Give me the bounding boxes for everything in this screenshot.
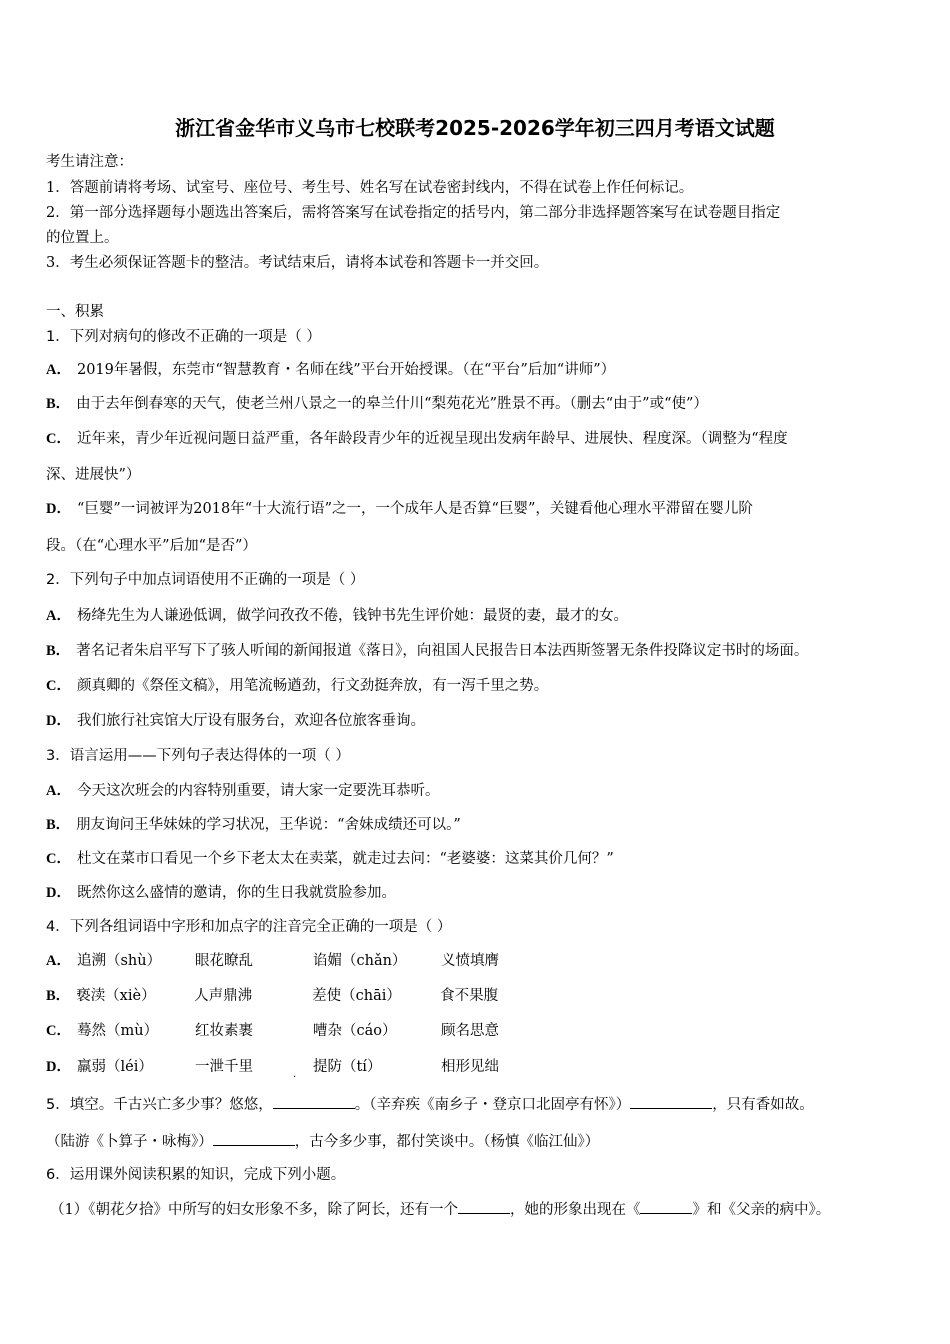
question-3-option-c: C． 杜文在菜市口看见一个乡下老太太在卖菜，就走过去问：“老婆婆：这菜其价几何？” bbox=[46, 851, 614, 867]
fill-blank[interactable] bbox=[273, 1094, 355, 1109]
q6-text: （1）《朝花夕拾》中所写的妇女形象不多，除了阿长，还有一个 bbox=[50, 1202, 458, 1218]
question-1-option-d-cont: 段。（在“心理水平”后加“是否”） bbox=[46, 538, 257, 554]
question-4-option-row bbox=[46, 1022, 499, 1040]
word: 眼花瞭乱 bbox=[194, 953, 253, 969]
question-2-option-c: C． 颜真卿的《祭侄文稿》，用笔流畅遒劲，行文劲挺奔放，有一泻千里之势。 bbox=[46, 678, 549, 694]
option-text: 近年来，青少年近视问题日益严重，各年龄段青少年的近视呈现出发病年龄早、进展快、程度深。（调整为“程度 bbox=[76, 431, 788, 447]
option-text: 2019年暑假，东莞市“智慧教育・名师在线”平台开始授课。（在“平台”后加“讲师”） bbox=[76, 362, 616, 378]
question-2-option-a: A． 杨绛先生为人谦逊低调，做学问孜孜不倦，钱钟书先生评价她：最贤的妻，最才的女。 bbox=[46, 608, 628, 624]
q6-text: ，她的形象出现在《 bbox=[509, 1202, 641, 1218]
notice-item: 1．答题前请将考场、试室号、座位号、考生号、姓名写在试卷密封线内，不得在试卷上作任何标记。 bbox=[46, 180, 694, 196]
option-text: 既然你这么盛情的邀请，你的生日我就赏脸参加。 bbox=[76, 885, 396, 901]
question-2-option-d: D． 我们旅行社宾馆大厅设有服务台，欢迎各位旅客垂询。 bbox=[46, 713, 425, 729]
word: 蓦然（mù） bbox=[76, 1023, 159, 1039]
question-3-option-b: B． 朋友询问王华妹妹的学习状况，王华说：“舍妹成绩还可以。” bbox=[46, 817, 461, 833]
question-6-sub-1 bbox=[50, 1199, 830, 1219]
q5-text: 。（辛弃疾《南乡子・登京口北固亭有怀》） bbox=[354, 1097, 631, 1113]
word: 食不果腹 bbox=[440, 988, 499, 1004]
question-3-option-d: D． 既然你这么盛情的邀请，你的生日我就赏脸参加。 bbox=[46, 885, 396, 901]
notice-item: 3．考生必须保证答题卡的整洁。考试结束后，请将本试卷和答题卡一并交回。 bbox=[46, 255, 549, 271]
question-1-option-b: B． 由于去年倒春寒的天气，使老兰州八景之一的皋兰什川“梨苑花光”胜景不再。（删去“由于”或“使”） bbox=[46, 396, 708, 412]
notice-heading: 考生请注意： bbox=[46, 154, 133, 170]
option-text: 由于去年倒春寒的天气，使老兰州八景之一的皋兰什川“梨苑花光”胜景不再。（删去“由于”或“使”） bbox=[76, 396, 708, 412]
question-3-stem: 3．语言运用——下列句子表达得体的一项（ ） bbox=[46, 748, 350, 764]
word: 人声鼎沸 bbox=[194, 988, 253, 1004]
word: 相形见绌 bbox=[440, 1059, 499, 1075]
question-2-option-b: B． 著名记者朱启平写下了骇人听闻的新闻报道《落日》，向祖国人民报告日本法西斯签署无条件投降议定书时的场面。 bbox=[46, 643, 809, 659]
option-text: 颜真卿的《祭侄文稿》，用笔流畅遒劲，行文劲挺奔放，有一泻千里之势。 bbox=[76, 678, 549, 694]
question-4-option-row bbox=[46, 952, 499, 970]
notice-item: 2．第一部分选择题每小题选出答案后，需将答案写在试卷指定的括号内，第二部分非选择题答案写在试卷题目指定 bbox=[46, 205, 781, 221]
option-text: “巨婴”一词被评为2018年“十大流行语”之一，一个成年人是否算“巨婴”，关键看他心理水平滞留在婴儿阶 bbox=[76, 501, 753, 517]
word: 顾名思意 bbox=[440, 1023, 499, 1039]
option-label: C． bbox=[46, 1023, 71, 1039]
word: 差使（chāi） bbox=[312, 988, 401, 1004]
q5-text: ，古今多少事，都付笑谈中。（杨慎《临江仙》） bbox=[294, 1134, 600, 1150]
q5-text: 5．填空。千古兴亡多少事？悠悠， bbox=[46, 1097, 273, 1113]
option-text: 我们旅行社宾馆大厅设有服务台，欢迎各位旅客垂询。 bbox=[76, 713, 425, 729]
word: 羸弱（léi） bbox=[76, 1059, 153, 1075]
word: 谄媚（chǎn） bbox=[312, 953, 407, 969]
option-text: 杨绛先生为人谦逊低调，做学问孜孜不倦，钱钟书先生评价她：最贤的妻，最才的女。 bbox=[76, 608, 628, 624]
fill-blank[interactable] bbox=[213, 1131, 295, 1146]
word: 嘈杂（cáo） bbox=[312, 1023, 397, 1039]
fill-blank[interactable] bbox=[630, 1094, 712, 1109]
question-1-option-c-cont: 深、进展快”） bbox=[46, 467, 141, 483]
question-3-option-a: A． 今天这次班会的内容特别重要，请大家一定要洗耳恭听。 bbox=[46, 783, 440, 799]
q5-text: （陆游《卜算子・咏梅》） bbox=[46, 1134, 213, 1150]
question-2-stem: 2．下列句子中加点词语使用不正确的一项是（ ） bbox=[46, 572, 365, 588]
notice-item: 的位置上。 bbox=[46, 230, 119, 246]
question-1-option-d: D． “巨婴”一词被评为2018年“十大流行语”之一，一个成年人是否算“巨婴”，关键看他心理水平滞留在婴儿阶 bbox=[46, 501, 753, 517]
word: 追溯（shù） bbox=[76, 953, 162, 969]
question-4-option-row bbox=[46, 987, 498, 1005]
option-text: 今天这次班会的内容特别重要，请大家一定要洗耳恭听。 bbox=[76, 783, 440, 799]
question-4-option-row bbox=[46, 1058, 499, 1076]
question-1-option-a: A． 2019年暑假，东莞市“智慧教育・名师在线”平台开始授课。（在“平台”后加“讲师”） bbox=[46, 362, 616, 378]
question-6-stem: 6．运用课外阅读积累的知识，完成下列小题。 bbox=[46, 1167, 346, 1183]
option-label: D． bbox=[46, 1059, 71, 1075]
emphasis-dot: · bbox=[293, 1072, 297, 1083]
word: 一泄千里 bbox=[194, 1059, 253, 1075]
question-1-stem: 1．下列对病句的修改不正确的一项是（ ） bbox=[46, 329, 321, 345]
question-1-option-c: C． 近年来，青少年近视问题日益严重，各年龄段青少年的近视呈现出发病年龄早、进展快、程度深。（调整为“程度 bbox=[46, 431, 788, 447]
option-label: A． bbox=[46, 953, 71, 969]
q5-text: ，只有香如故。 bbox=[712, 1097, 814, 1113]
section-heading: 一、积累 bbox=[46, 304, 104, 320]
word: 义愤填膺 bbox=[440, 953, 499, 969]
option-text: 朋友询问王华妹妹的学习状况，王华说：“舍妹成绩还可以。” bbox=[76, 817, 461, 833]
word: 红妆素裹 bbox=[194, 1023, 253, 1039]
page-title: 浙江省金华市义乌市七校联考2025-2026学年初三四月考语文试题 bbox=[175, 116, 775, 140]
question-5-line-2 bbox=[46, 1131, 599, 1151]
word: 提防（tí） bbox=[312, 1059, 382, 1075]
option-label: B． bbox=[46, 988, 71, 1004]
word: 亵渎（xiè） bbox=[76, 988, 156, 1004]
question-5-line-1 bbox=[46, 1094, 814, 1114]
option-text: 杜文在菜市口看见一个乡下老太太在卖菜，就走过去问：“老婆婆：这菜其价几何？” bbox=[76, 851, 614, 867]
q6-text: 》和《父亲的病中》。 bbox=[692, 1202, 831, 1218]
option-text: 著名记者朱启平写下了骇人听闻的新闻报道《落日》，向祖国人民报告日本法西斯签署无条件投降议定书时的场面。 bbox=[76, 643, 809, 659]
question-4-stem: 4．下列各组词语中字形和加点字的注音完全正确的一项是（ ） bbox=[46, 919, 452, 935]
fill-blank[interactable] bbox=[458, 1199, 510, 1214]
fill-blank[interactable] bbox=[640, 1199, 692, 1214]
